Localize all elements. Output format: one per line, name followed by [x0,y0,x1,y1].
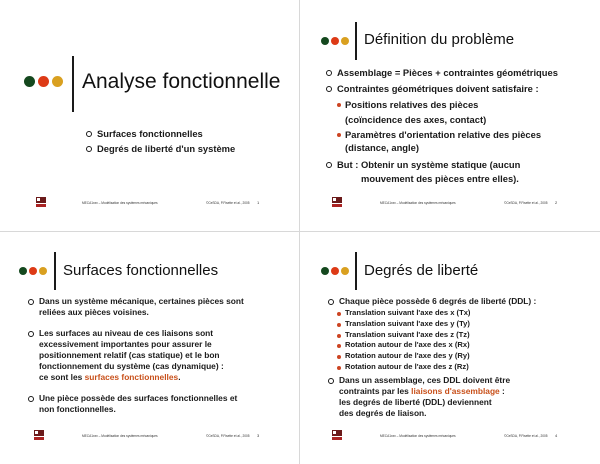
item-text: Rotation autour de l'axe des z (Rz) [345,361,469,371]
slide-4 [302,234,598,463]
sub-item [337,308,594,319]
slide-title: Surfaces fonctionnelles [63,262,219,279]
yellow-dot [341,37,349,45]
ucl-logo-icon [332,430,342,441]
title-bar [355,22,357,60]
list-item [28,296,290,318]
ucl-logo-icon [332,197,342,208]
list-item [28,393,290,415]
item-text: Degrés de liberté d'un système [97,143,236,154]
item-text: (distance, angle) [345,142,419,153]
line: non fonctionnelles. [39,404,116,414]
line: ce sont les [39,372,85,382]
item-text [339,375,510,419]
item-text [39,328,224,383]
slide-footer [0,430,296,444]
title-bar [355,252,357,290]
line: Dans un système mécanique, certaines pièces sont [39,296,244,306]
list-item [326,67,596,79]
list-item [86,143,235,155]
bullet-icon [337,323,341,327]
slide-2 [302,0,598,229]
item-text: Translation suivant l'axe des x (Tx) [345,308,471,317]
red-dot [331,267,339,275]
list-item [328,296,594,307]
line: Les surfaces au niveau de ces liaisons sont [39,328,214,338]
line: fonctionnement du système (cas dynamique) : [39,361,224,371]
sub-item [337,340,594,351]
item-text: Contraintes géométriques doivent satisfaire : [337,83,539,94]
line: . [178,372,181,382]
bullet-icon [337,312,341,316]
slide-body [86,128,235,155]
bullet-icon [86,146,92,152]
title-dots [321,37,349,45]
bullet-icon [28,331,34,337]
list-item [86,128,235,140]
ucl-logo-icon [34,430,44,441]
bullet-icon [28,299,34,305]
title-dots [19,267,47,275]
sub-item [337,351,594,362]
list-item [326,83,596,95]
ucl-logo-icon [36,197,46,208]
page-number: 3 [257,433,260,438]
item-text: Chaque pièce possède 6 degrés de liberté (DDL) : [339,296,537,306]
line: Une pièce possède des surfaces fonctionnelles et [39,393,238,403]
footer-copyright: ©CeSDA, P.Fisette et al., 2005 [206,434,250,438]
slide-title: Définition du problème [364,31,515,48]
bullet-icon [326,162,332,168]
line: : [499,385,505,396]
bullet-icon [337,344,341,348]
sub-item [337,362,594,373]
footer-course: MECA1xxx – Modélisation des systèmes mécaniques [380,201,456,205]
item-text: Translation suivant l'axe des y (Ty) [345,318,470,328]
green-dot [19,267,27,275]
line: excessivement importantes pour assurer le [39,339,212,349]
list-item [326,159,596,171]
list-item [28,328,290,383]
yellow-dot [39,267,47,275]
slide-title: Degrés de liberté [364,262,479,279]
item-text: Rotation autour de l'axe des x (Rx) [345,340,470,350]
ddl-list [337,308,594,373]
item-text: Rotation autour de l'axe des y (Ry) [345,351,470,361]
page-number: 1 [257,200,260,205]
item-text: (coïncidence des axes, contact) [345,114,487,125]
footer-course: MECA1xxx – Modélisation des systèmes mécaniques [380,434,456,438]
footer-course: MECA1xxx – Modélisation des systèmes mécaniques [82,201,158,205]
vertical-divider [299,0,300,464]
item-text: Translation suivant l'axe des z (Tz) [345,329,470,339]
slide-body [28,296,290,415]
line: Dans un assemblage, ces DDL doivent être [339,374,511,385]
bullet-icon [326,86,332,92]
title-bar [54,252,56,290]
bullet-icon [328,299,334,305]
slide-footer [0,197,296,211]
green-dot [24,76,35,87]
title-dots [321,267,349,275]
title-bar [72,56,74,112]
item-text [39,296,244,318]
slide-body [326,67,596,185]
page-number: 2 [555,200,558,205]
slide-footer [302,430,598,444]
red-dot [29,267,37,275]
line: positionnement relatif (cas statique) et le bon [39,350,220,360]
slide-3 [0,234,296,463]
page-number: 4 [555,433,558,438]
footer-copyright: ©CeSDA, P.Fisette et al., 2005 [206,201,250,205]
yellow-dot [341,267,349,275]
green-dot [321,267,329,275]
list-item [328,375,594,419]
item-text [39,393,237,415]
yellow-dot [52,76,63,87]
slide-title: Analyse fonctionnelle [82,70,281,93]
bullet-icon [337,355,341,359]
item-text: But : Obtenir un système statique (aucun [337,159,521,170]
item-text: Paramètres d'orientation relative des pièces [345,129,542,140]
highlight-term: surfaces fonctionnelles [84,372,179,382]
bullet-icon [337,366,341,370]
sub-item [337,99,596,111]
bullet-icon [86,131,92,137]
slide-1 [0,0,296,229]
red-dot [38,76,49,87]
bullet-icon [337,133,341,137]
line: reliées aux pièces voisines. [39,307,149,317]
footer-copyright: ©CeSDA, P.Fisette et al., 2005 [504,434,548,438]
line: contraints par les [339,385,412,396]
bullet-icon [337,103,341,107]
highlight-term: liaisons d'assemblage [411,385,500,396]
item-text: Positions relatives des pièces [345,99,479,110]
line: les degrés de liberté (DDL) deviennent [339,396,492,407]
item-text: Assemblage = Pièces + contraintes géométriques [337,67,558,78]
line: des degrés de liaison. [339,407,427,418]
green-dot [321,37,329,45]
sub-item [337,129,596,141]
footer-course: MECA1xxx – Modélisation des systèmes mécaniques [82,434,158,438]
bullet-icon [326,70,332,76]
sub-item [337,319,594,330]
red-dot [331,37,339,45]
slide-footer [302,197,598,211]
sub-item [337,330,594,341]
footer-copyright: ©CeSDA, P.Fisette et al., 2005 [504,201,548,205]
item-text: mouvement des pièces entre elles). [361,173,519,184]
title-dots [24,76,63,87]
bullet-icon [328,378,334,384]
bullet-icon [337,334,341,338]
bullet-icon [28,396,34,402]
horizontal-divider [0,231,600,232]
slide-body [328,296,594,419]
item-text: Surfaces fonctionnelles [97,128,203,139]
